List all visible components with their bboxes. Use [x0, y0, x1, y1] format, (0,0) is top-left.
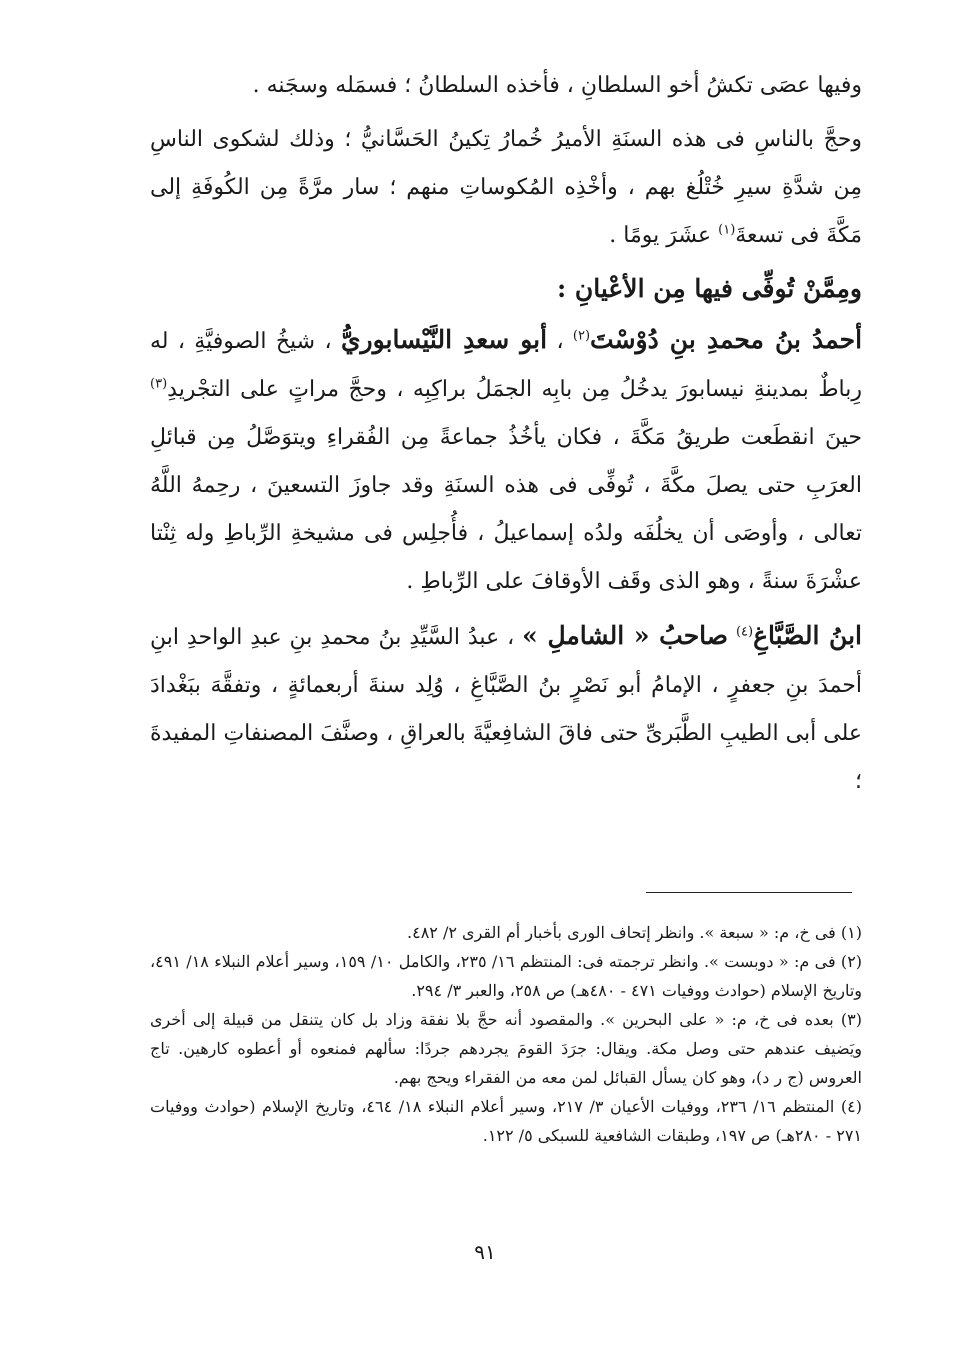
paragraph-4 [150, 612, 862, 806]
entry-name-ibn-dust: أحمدُ بنُ محمدِ بنِ دُوْسْتَ [590, 325, 863, 354]
paragraph-2-text-b: عشَرَ يومًا . [609, 223, 719, 248]
footnote-2: (٢) فى م: « دوبست ». وانظر ترجمته فى: المنتظم ١٦/ ٢٣٥، والكامل ١٠/ ١٥٩، وسير أعلام النبلاء ١٨/ ٤٩١، وتاريخ الإسلام (حوادث ووفيات ٤٧١ - ٤٨٠هـ) ص ٢٥٨، والعبر ٣/ ٢٩٤. [150, 952, 863, 1000]
entry-title-shamil: صاحبُ « الشاملِ » [522, 621, 729, 650]
paragraph-2-text-a: وحجَّ بالناسِ فى هذه السنَةِ الأميرُ خُمارُ تِكينُ الحَسَّانيُّ ؛ وذلك لشكوى الناسِ مِن شدَّةِ سيرِ خُتْلُغ بهم ، وأخْذِه المُكوساتِ منهم ؛ سار مرَّةً مِن الكُوفَةِ إلى مَكَّةَ فى تسعةَ [150, 127, 862, 248]
footnotes [150, 918, 862, 1150]
footnote-ref-4[interactable]: (٤) [735, 624, 754, 640]
footnote-4: (٤) المنتظم ١٦/ ٢٣٦، ووفيات الأعيان ٣/ ٢١٧، وسير أعلام النبلاء ١٨/ ٤٦٤، وتاريخ الإسلام (حوادث ووفيات ٢٧١ - ٢٨٠هـ) ص ١٩٧، وطبقات الشافعية للسبكى ٥/ ١٢٢. [150, 1097, 862, 1145]
paragraph-1-text: وفيها عصَى تكشُ أخو السلطانِ ، فأخذه السلطانُ ؛ فسمَله وسجَنه . [252, 73, 862, 98]
paragraph-4-text: ، عبدُ السَّيِّدِ بنُ محمدِ بنِ عبدِ الواحدِ ابنِ أحمدَ بنِ جعفرٍ ، الإمامُ أبو نَصْرٍ بنُ الصَّبَّاغِ ، وُلِد سنةَ أربعمائةٍ ، وتفقَّهَ ببَغْدادَ على أبى الطيبِ الطَّبَرىِّ حتى فاقَ الشافِعيَّةَ بالعراقِ ، وصنَّفَ المصنفاتِ المفيدةَ ؛ [150, 625, 862, 794]
footnote-ref-1[interactable]: (١) [718, 222, 736, 238]
page-number: ٩١ [474, 1240, 496, 1264]
main-text [150, 62, 862, 806]
paragraph-3-text-a: ، شيخُ الصوفيَّةِ ، له رِباطٌ بمدينةِ نيسابورَ يدخُلُ مِن بابِه الجمَلُ براكِبِه ، وحجَّ مراتٍ على التجْريدِ [150, 329, 862, 402]
entry-name-ibn-sabbagh: ابنُ الصَّبَّاغِ [753, 621, 862, 650]
paragraph-2 [150, 116, 862, 260]
paragraph-1 [150, 62, 862, 110]
footnote-1: (١) فى خ، م: « سبعة ». وانظر إتحاف الورى بأخبار أم القرى ٢/ ٤٨٢. [407, 923, 862, 942]
footnote-ref-3[interactable]: (٣) [150, 376, 168, 392]
section-heading: ومِمَّنْ تُوفِّى فيها مِن الأعْيانِ : [556, 274, 862, 303]
footnote-ref-2[interactable]: (٢) [572, 328, 591, 344]
footnote-3: (٣) بعده فى خ، م: « على البحرين ». والمقصود أنه حجَّ بلا نفقة وزاد بل كان يتنقل من قبيلة إلى أخرى ويَضيف عندهم حتى وصل مكة. ويقال: جرَدَ القومَ يجردهم جردًا: سألهم فمنعوه أو أعطوه كارهين. تاج العروس (ج ر د)، وهو كان يسأل القبائل لمن معه من الفقراء ويحج بهم. [150, 1010, 862, 1087]
paragraph-3: أحمدُ بنُ محمدِ بنِ دُوْسْتَ$^{(٢)}$ ، أبو سعدِ النَّيْسابوريُّ ، شيخُ الصوفيَّةِ ، له رِباطٌ بمدينةِ نيسابورَ يدخُلُ مِن بابِه الجمَلُ براكِبِه ، وحجَّ مراتٍ على التجْريدِ$^{(٣)}$ حينَ انقطَعت طريقُ مَكَّةَ ، فكان يأخُذُ جماعةً مِن الفُقراءِ ويتوَصَّلُ مِن قبائلِ العرَبِ حتى يصلَ مكَّةَ ، تُوفِّى فى هذه السنَةِ وقد جاوزَ التسعينَ ، رحِمهُ اللَّهُ تعالى ، وأوصَى أن يخلُفَه ولدُه إسماعيلُ ، فأُجلِس فى مشيخةِ الرِّباطِ وله ثِنْتا عشْرَةَ سنةً ، وهو الذى وقَف الأوقافَ على الرِّباطِ . [150, 325, 863, 594]
entry-kunya-abu-saad: أبو سعدِ النَّيْسابوريُّ [340, 325, 548, 354]
footnote-divider [646, 892, 852, 893]
paragraph-3-text-b: حينَ انقطَعت طريقُ مَكَّةَ ، فكان يأخُذُ جماعةً مِن الفُقراءِ ويتوَصَّلُ مِن قبائلِ العرَبِ حتى يصلَ مكَّةَ ، تُوفِّى فى هذه السنَةِ وقد جاوزَ التسعينَ ، رحِمهُ اللَّهُ تعالى ، وأوصَى أن يخلُفَه ولدُه إسماعيلُ ، فأُجلِس فى مشيخةِ الرِّباطِ وله ثِنْتا عشْرَةَ سنةً ، وهو الذى وقَف الأوقافَ على الرِّباطِ . [150, 425, 862, 594]
